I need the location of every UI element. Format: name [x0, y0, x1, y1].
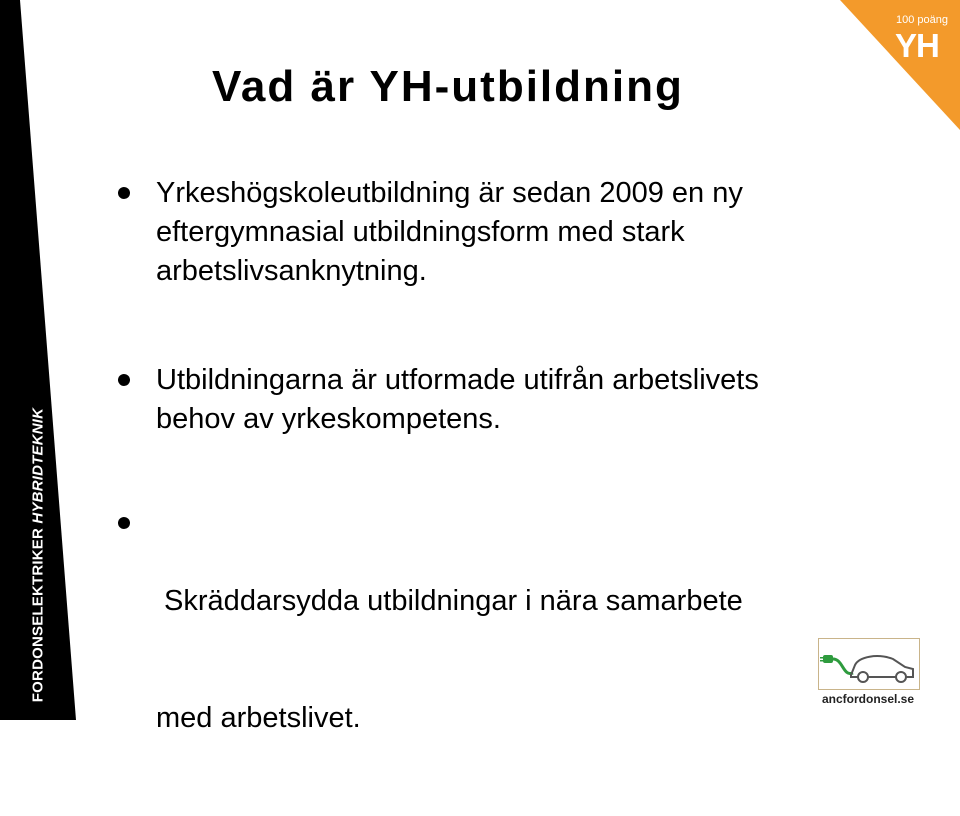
- bullet-line: med arbetslivet.: [156, 702, 361, 734]
- anc-logo-box: [818, 638, 920, 690]
- side-band: [0, 0, 76, 720]
- car-plug-icon: [819, 639, 919, 689]
- bullet-text: [156, 361, 896, 439]
- slide-title: Vad är YH-utbildning: [212, 62, 684, 111]
- yh-logo-points: 100 poäng: [896, 14, 948, 26]
- bullet-line: Yrkeshögskoleutbildning är sedan 2009 en ny: [156, 177, 743, 209]
- bullet-dot-icon: [118, 374, 130, 386]
- bullet-text: [156, 174, 896, 291]
- bullet-dot-icon: [118, 187, 130, 199]
- bullet-dot-icon: [118, 517, 130, 529]
- side-band-label: [30, 408, 47, 702]
- bullet-line: eftergymnasial utbildningsform med stark: [156, 216, 685, 248]
- side-band-bold-text: FORDONSELEKTRIKER: [29, 527, 47, 703]
- yh-logo-text: YH: [895, 27, 939, 64]
- anc-logo-text: ancfordonsel.se: [822, 692, 915, 706]
- side-band-italic-text: HYBRIDTEKNIK: [29, 407, 47, 524]
- bullet-line: Skräddarsydda utbildningar i nära samarbete: [156, 585, 743, 617]
- anc-logo: [818, 638, 920, 710]
- bullet-text: [156, 504, 896, 816]
- bullet-line: Utbildningarna är utformade utifrån arbetslivets: [156, 364, 759, 396]
- bullet-line: arbetslivsanknytning.: [156, 255, 427, 287]
- bullet-line: behov av yrkeskompetens.: [156, 403, 501, 435]
